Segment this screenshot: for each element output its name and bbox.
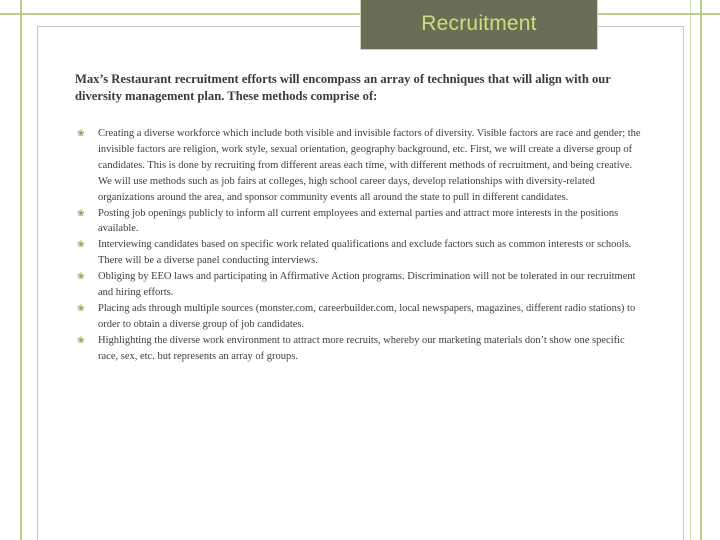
- leaf-bullet-icon: ❀: [77, 272, 85, 283]
- bullet-text: Obliging by EEO laws and participating in Affirmative Action programs. Discrimination will not be tolerated in our recruitment and hiring efforts.: [98, 271, 636, 299]
- slide-title: Recruitment: [421, 12, 537, 35]
- bullet-item-5: [75, 301, 645, 333]
- bullet-text: Highlighting the diverse work environment to attract more recruits, whereby our marketing materials don’t show one specific race, sex, etc. but represents an array of groups.: [98, 334, 625, 362]
- decorative-line-left: [20, 0, 22, 540]
- bullet-text: Placing ads through multiple sources (monster.com, careerbuilder.com, local newspapers, magazines, different radio stations) to order to obtain a diverse group of job candidates.: [98, 302, 636, 330]
- bullet-text: Creating a diverse workforce which include both visible and invisible factors of diversity. Visible factors are race and gender; the invisible factors are religion, work style, sexual orientation, geography background, etc. First, we will create a diverse group of candidates. This is done by recruiting from different areas each time, with different methods of recruitment, and being creative. We will use methods such as job fairs at colleges, high school career days, develop relationships with diversity-related organizations around the area, and sponsor community events all around the state to pull in different candidates.: [98, 128, 641, 203]
- leaf-bullet-icon: ❀: [77, 303, 85, 314]
- leaf-bullet-icon: ❀: [77, 129, 85, 139]
- bullet-item-3: [75, 237, 645, 269]
- decorative-line-right-inner: [690, 0, 691, 540]
- bullet-item-2: [75, 206, 645, 238]
- bullet-text: Interviewing candidates based on specific work related qualifications and exclude factors such as common interests or schools. There will be a diverse panel conducting interviews.: [98, 239, 632, 267]
- bullet-text: Posting job openings publicly to inform all current employees and external parties and attract more interests in the positions available.: [98, 207, 619, 235]
- title-box: [360, 0, 598, 50]
- intro-paragraph: Max’s Restaurant recruitment efforts will encompass an array of techniques that will align with our diversity management plan. These methods comprise of:: [75, 72, 611, 103]
- leaf-bullet-icon: ❀: [77, 335, 85, 346]
- bullet-item-4: [75, 269, 645, 301]
- decorative-line-right: [700, 0, 702, 540]
- bullet-item-6: [75, 333, 645, 365]
- bullet-list: [75, 126, 645, 365]
- leaf-bullet-icon: ❀: [77, 208, 85, 219]
- leaf-bullet-icon: ❀: [77, 240, 85, 251]
- bullet-item-1: [75, 126, 645, 206]
